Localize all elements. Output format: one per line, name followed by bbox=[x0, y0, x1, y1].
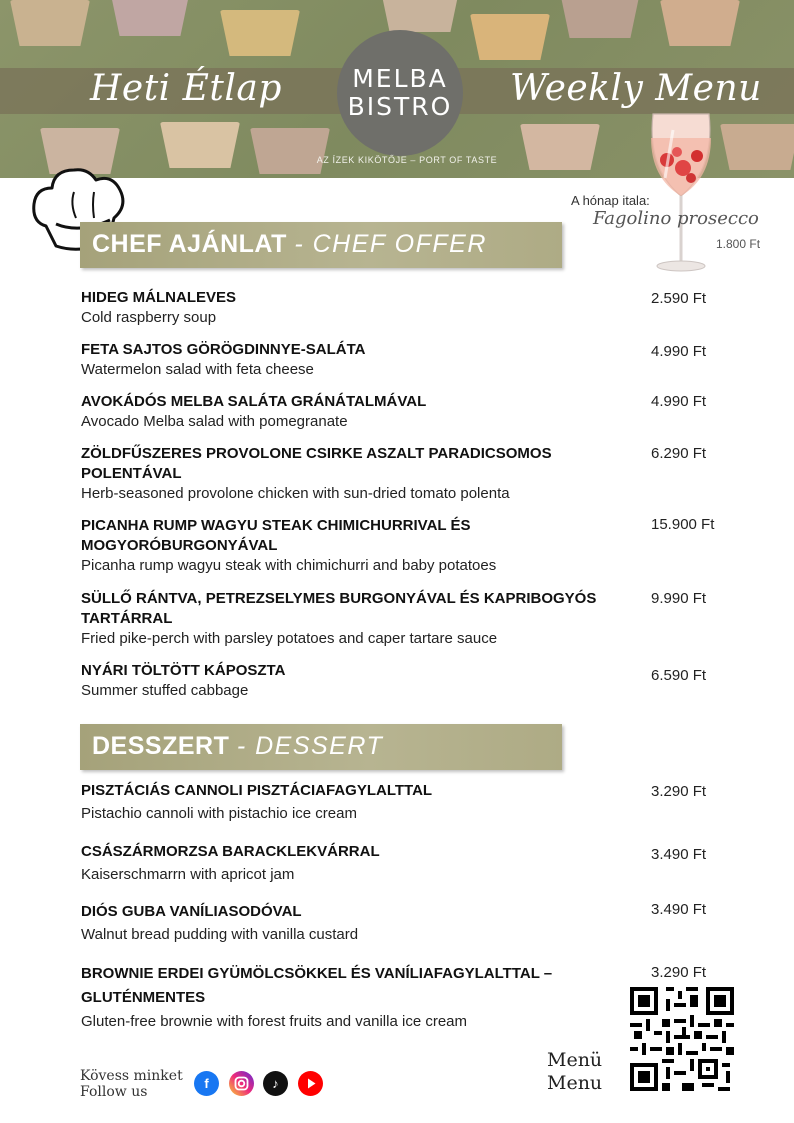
logo bbox=[337, 30, 463, 156]
section-title-hu: CHEF AJÁNLAT bbox=[92, 230, 287, 258]
item-price: 15.900 Ft bbox=[651, 516, 715, 533]
menu-label-hu: Menü bbox=[547, 1049, 603, 1071]
menu-item bbox=[81, 841, 641, 885]
decor-tile bbox=[720, 124, 794, 170]
menu-item bbox=[81, 901, 641, 945]
item-name: NYÁRI TÖLTÖTT KÁPOSZTA bbox=[81, 662, 286, 679]
section-title-en: CHEF OFFER bbox=[312, 230, 487, 258]
item-name: ZÖLDFŰSZERES PROVOLONE CSIRKE ASZALT PARADICSOMOS POLENTÁVAL bbox=[81, 445, 552, 482]
item-price: 6.590 Ft bbox=[651, 667, 707, 684]
item-price: 4.990 Ft bbox=[651, 343, 707, 360]
title-hungarian: Heti Étlap bbox=[90, 68, 282, 109]
section-title-hu: DESSZERT bbox=[92, 732, 230, 760]
decor-tile bbox=[10, 0, 90, 46]
instagram-icon[interactable] bbox=[229, 1071, 254, 1096]
drink-of-month-label: A hónap itala: bbox=[571, 193, 650, 208]
decor-tile bbox=[660, 0, 740, 46]
item-name: SÜLLŐ RÁNTVA, PETREZSELYMES BURGONYÁVAL ÉS KAPRIBOGYÓS TARTÁRRAL bbox=[81, 590, 597, 627]
menu-item bbox=[81, 962, 601, 1032]
menu-item bbox=[81, 661, 641, 701]
item-price: 4.990 Ft bbox=[651, 393, 707, 410]
youtube-icon[interactable] bbox=[298, 1071, 323, 1096]
section-header-dessert: DESSZERT - DESSERT bbox=[80, 724, 562, 770]
qr-code[interactable] bbox=[630, 987, 734, 1091]
item-price: 6.290 Ft bbox=[651, 445, 707, 462]
logo-line-1: MELBA bbox=[352, 64, 448, 93]
menu-item bbox=[81, 288, 641, 328]
decor-tile bbox=[470, 14, 550, 60]
menu-item bbox=[81, 589, 641, 649]
item-description: Cold raspberry soup bbox=[81, 309, 217, 326]
item-description: Walnut bread pudding with vanilla custard bbox=[81, 926, 359, 943]
decor-tile bbox=[160, 122, 240, 168]
item-description: Avocado Melba salad with pomegranate bbox=[81, 413, 348, 430]
menu-label bbox=[547, 1049, 602, 1095]
item-price: 9.990 Ft bbox=[651, 590, 707, 607]
item-description: Picanha rump wagyu steak with chimichurri and baby potatoes bbox=[81, 557, 497, 574]
item-name: PICANHA RUMP WAGYU STEAK CHIMICHURRIVAL ÉS MOGYORÓBURGONYÁVAL bbox=[81, 517, 471, 554]
wine-glass-icon bbox=[645, 108, 717, 276]
decor-tile bbox=[560, 0, 640, 38]
item-description: Fried pike-perch with parsley potatoes and caper tartare sauce bbox=[81, 630, 498, 647]
menu-item bbox=[81, 516, 641, 576]
item-name: HIDEG MÁLNALEVES bbox=[81, 289, 237, 306]
decor-tile bbox=[520, 124, 600, 170]
menu-label-en: Menu bbox=[547, 1072, 603, 1094]
logo-line-2: BISTRO bbox=[347, 92, 453, 121]
item-price: 3.290 Ft bbox=[651, 783, 707, 800]
item-price: 2.590 Ft bbox=[651, 290, 707, 307]
decor-tile bbox=[220, 10, 300, 56]
decor-tile bbox=[110, 0, 190, 36]
section-title-en: DESSERT bbox=[255, 732, 384, 760]
item-description: Pistachio cannoli with pistachio ice cream bbox=[81, 805, 357, 822]
item-name: AVOKÁDÓS MELBA SALÁTA GRÁNÁTALMÁVAL bbox=[81, 393, 427, 410]
item-description: Herb-seasoned provolone chicken with sun-dried tomato polenta bbox=[81, 485, 510, 502]
tagline: AZ ÍZEK KIKÖTŐJE – PORT OF TASTE bbox=[316, 155, 498, 165]
item-name: DIÓS GUBA VANÍLIASODÓVAL bbox=[81, 903, 302, 920]
item-name: FETA SAJTOS GÖRÖGDINNYE-SALÁTA bbox=[81, 341, 366, 358]
follow-us-hu: Kövess minket bbox=[80, 1068, 183, 1084]
item-name: PISZTÁCIÁS CANNOLI PISZTÁCIAFAGYLALTTAL bbox=[81, 782, 433, 799]
item-description: Summer stuffed cabbage bbox=[81, 682, 249, 699]
item-description: Gluten-free brownie with forest fruits and vanilla ice cream bbox=[81, 1013, 468, 1030]
item-price: 3.490 Ft bbox=[651, 901, 707, 918]
drink-of-month-price: 1.800 Ft bbox=[716, 237, 761, 251]
title-english: Weekly Menu bbox=[510, 68, 762, 109]
menu-item bbox=[81, 444, 641, 504]
item-description: Watermelon salad with feta cheese bbox=[81, 361, 314, 378]
item-description: Kaiserschmarrn with apricot jam bbox=[81, 866, 295, 883]
section-header-chef-offer: CHEF AJÁNLAT - CHEF OFFER bbox=[80, 222, 562, 268]
item-price: 3.290 Ft bbox=[651, 964, 707, 981]
menu-item bbox=[81, 780, 641, 824]
follow-us-en: Follow us bbox=[80, 1084, 148, 1100]
menu-item bbox=[81, 340, 641, 380]
decor-tile bbox=[380, 0, 460, 32]
item-name: CSÁSZÁRMORZSA BARACKLEKVÁRRAL bbox=[81, 843, 380, 860]
decor-tile bbox=[250, 128, 330, 174]
item-name: BROWNIE ERDEI GYÜMÖLCSÖKKEL ÉS VANÍLIAFAGYLALTTAL – GLUTÉNMENTES bbox=[81, 965, 553, 1006]
drink-of-month-name: Fagolino prosecco bbox=[593, 208, 759, 229]
item-price: 3.490 Ft bbox=[651, 846, 707, 863]
follow-us bbox=[80, 1068, 183, 1100]
tiktok-icon[interactable]: ♪ bbox=[263, 1071, 288, 1096]
menu-item bbox=[81, 392, 641, 432]
facebook-icon[interactable]: f bbox=[194, 1071, 219, 1096]
